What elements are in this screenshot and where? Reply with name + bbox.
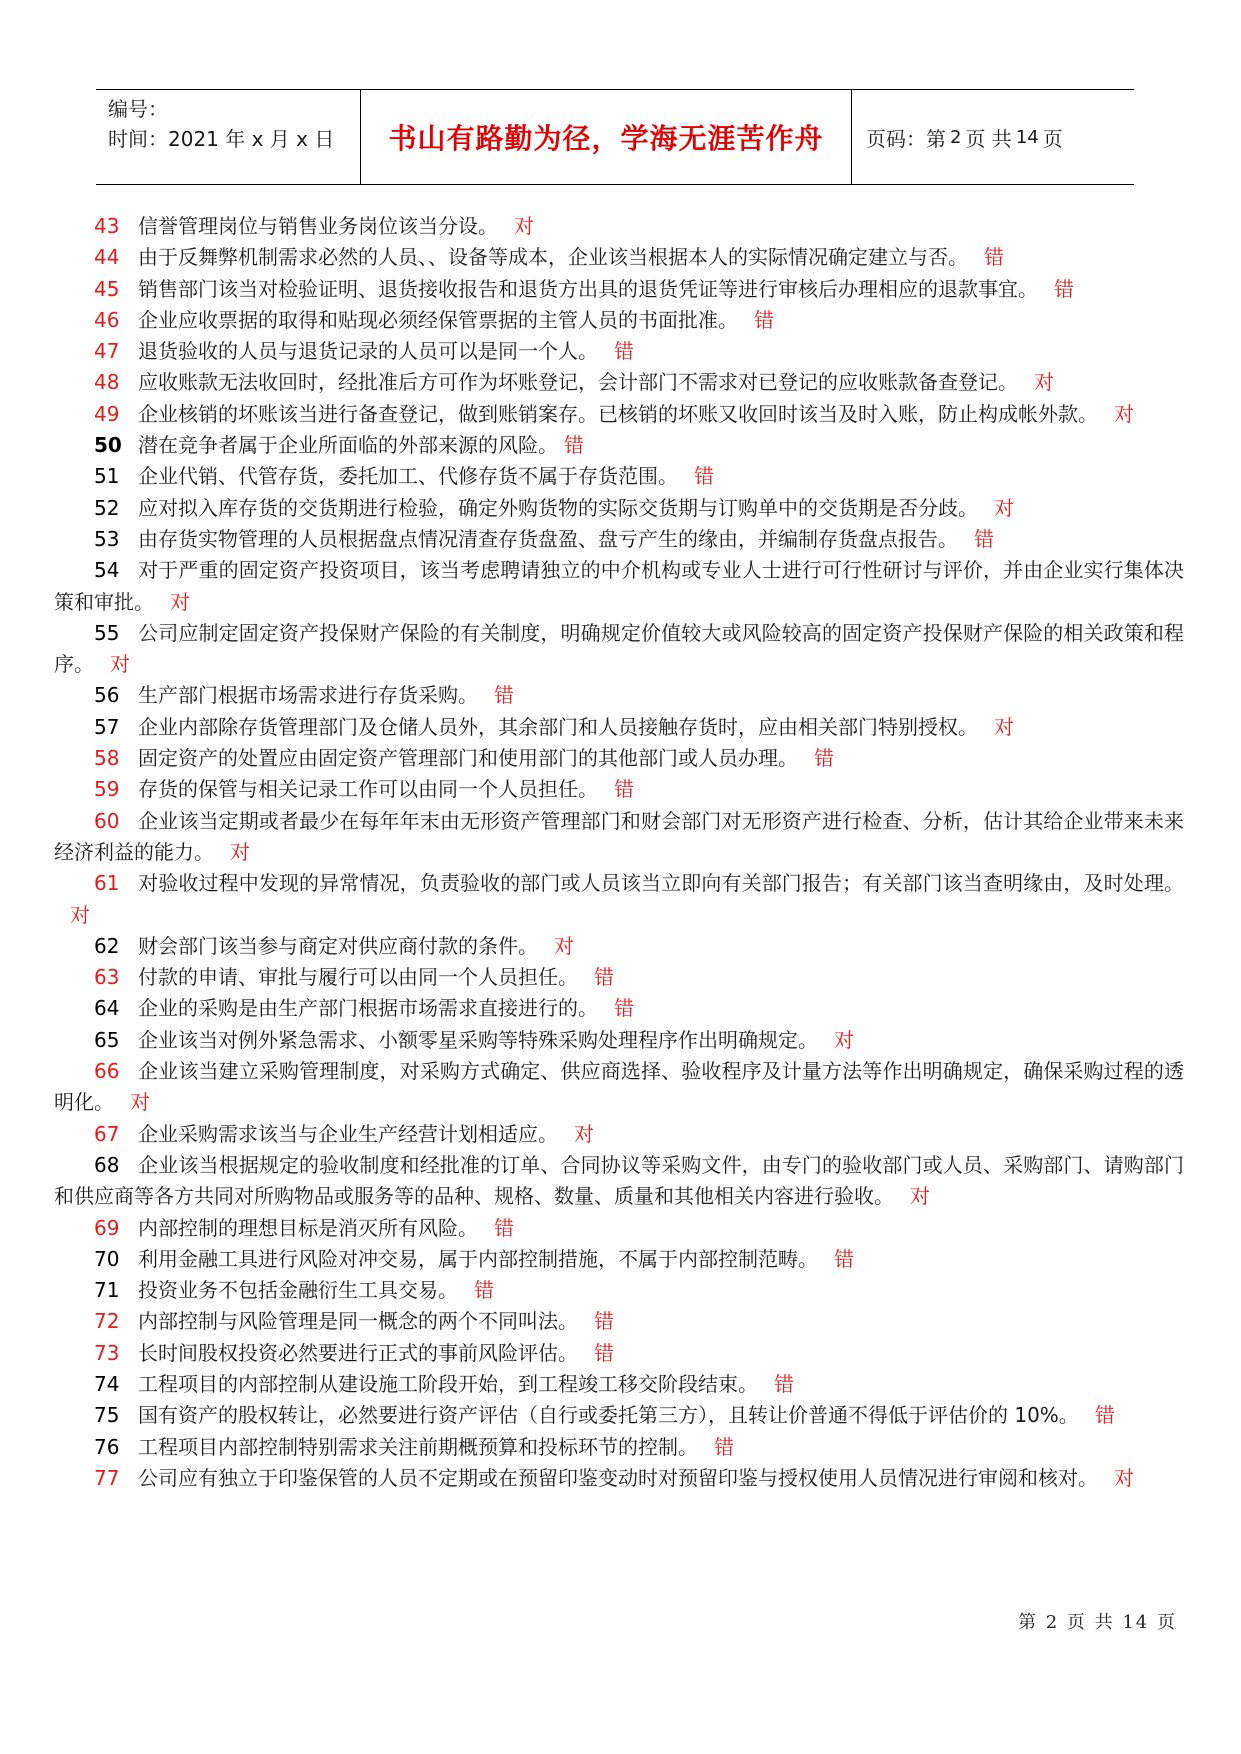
question-number: 60	[94, 808, 120, 833]
question-text: 企业该当对例外紧急需求、小额零星采购等特殊采购处理程序作出明确规定。	[138, 1027, 818, 1052]
question-text: 公司应有独立于印鉴保管的人员不定期或在预留印鉴变动时对预留印鉴与授权使用人员情况进行审阅和核对。	[138, 1465, 1098, 1490]
question-item	[54, 336, 1184, 367]
question-item	[54, 680, 1184, 711]
answer-mark: 错	[754, 307, 774, 332]
question-text: 企业核销的坏账该当进行备查登记，做到账销案存。已核销的坏账又收回时该当及时入账，防止构成帐外款。	[138, 401, 1098, 426]
question-number: 77	[94, 1465, 120, 1490]
question-text: 对验收过程中发现的异常情况，负责验收的部门或人员该当立即向有关部门报告；有关部门该当查明缘由，及时处理。	[138, 871, 1184, 896]
question-text: 销售部门该当对检验证明、退货接收报告和退货方出具的退货凭证等进行审核后办理相应的退款事宜。	[138, 276, 1038, 301]
question-text: 公司应制定固定资产投保财产保险的有关制度，明确规定价值较大或风险较高的固定资产投保财产保险的相关政策和程序。	[54, 620, 1184, 677]
question-text: 工程项目的内部控制从建设施工阶段开始，到工程竣工移交阶段结束。	[138, 1371, 758, 1396]
question-text: 投资业务不包括金融衍生工具交易。	[138, 1278, 458, 1303]
question-number: 75	[94, 1403, 120, 1428]
question-text: 信誉管理岗位与销售业务岗位该当分设。	[138, 214, 498, 238]
question-number: 71	[94, 1278, 120, 1303]
question-number: 74	[94, 1371, 120, 1396]
question-item	[54, 1369, 1184, 1400]
question-item	[54, 555, 1184, 618]
question-text: 内部控制的理想目标是消灭所有风险。	[138, 1215, 478, 1240]
question-item	[54, 399, 1184, 430]
answer-mark: 错	[594, 1340, 614, 1365]
question-text: 对于严重的固定资产投资项目，该当考虑聘请独立的中介机构或专业人士进行可行性研讨与评价，并由企业实行集体决策和审批。	[54, 558, 1184, 614]
question-list	[54, 211, 1184, 1494]
question-text: 存货的保管与相关记录工作可以由同一个人员担任。	[138, 777, 598, 802]
answer-mark: 错	[614, 339, 634, 364]
answer-mark: 对	[994, 495, 1014, 520]
question-item	[54, 712, 1184, 743]
page-suffix: 页	[1042, 126, 1063, 151]
page-header	[96, 89, 1134, 185]
question-text: 企业的采购是由生产部门根据市场需求直接进行的。	[138, 996, 598, 1021]
answer-mark: 对	[170, 589, 190, 614]
answer-mark: 错	[1054, 276, 1074, 301]
question-text: 企业内部除存货管理部门及仓储人员外，其余部门和人员接触存货时，应由相关部门特别授权。	[138, 714, 978, 739]
question-number: 72	[94, 1309, 120, 1334]
question-item	[54, 242, 1184, 273]
question-text: 固定资产的处置应由固定资产管理部门和使用部门的其他部门或人员办理。	[138, 746, 798, 771]
question-item	[54, 1213, 1184, 1244]
question-text: 企业该当定期或者最少在每年年末由无形资产管理部门和财会部门对无形资产进行检查、分析，估计其给企业带来未来经济利益的能力。	[54, 808, 1184, 864]
question-number: 43	[94, 214, 120, 238]
question-text: 长时间股权投资必然要进行正式的事前风险评估。	[138, 1340, 578, 1365]
question-item	[54, 1463, 1184, 1494]
question-text: 由于反舞弊机制需求必然的人员、、设备等成本，企业该当根据本人的实际情况确定建立与否。	[138, 245, 968, 270]
answer-mark: 对	[1114, 401, 1134, 426]
question-text: 内部控制与风险管理是同一概念的两个不同叫法。	[138, 1309, 578, 1334]
question-text: 企业应收票据的取得和贴现必须经保管票据的主管人员的书面批准。	[138, 307, 738, 332]
question-text: 企业代销、代管存货，委托加工、代修存货不属于存货范围。	[138, 464, 678, 489]
question-number: 69	[94, 1215, 120, 1240]
question-item	[54, 274, 1184, 305]
question-number: 66	[94, 1059, 120, 1084]
answer-mark: 对	[1114, 1465, 1134, 1490]
question-item	[54, 430, 1184, 461]
answer-mark: 错	[814, 746, 834, 771]
question-number: 61	[94, 871, 120, 896]
question-item	[54, 993, 1184, 1024]
question-item	[54, 868, 1184, 931]
answer-mark: 对	[230, 839, 250, 864]
question-item	[54, 211, 1184, 242]
answer-mark: 错	[494, 683, 514, 708]
question-item	[54, 774, 1184, 805]
question-item	[54, 1275, 1184, 1306]
question-item	[54, 1400, 1184, 1431]
question-text: 企业采购需求该当与企业生产经营计划相适应。	[138, 1121, 558, 1146]
question-text: 生产部门根据市场需求进行存货采购。	[138, 683, 478, 708]
header-meta	[96, 90, 360, 184]
header-motto: 书山有路勤为径，学海无涯苦作舟	[360, 90, 852, 184]
question-number: 73	[94, 1340, 120, 1365]
answer-mark: 错	[774, 1371, 794, 1396]
answer-mark: 错	[1094, 1403, 1115, 1428]
question-number: 47	[94, 339, 120, 364]
answer-mark: 对	[1034, 370, 1054, 395]
question-number: 53	[94, 526, 120, 551]
question-text: 退货验收的人员与退货记录的人员可以是同一个人。	[138, 339, 598, 364]
question-item	[54, 305, 1184, 336]
question-text: 工程项目内部控制特别需求关注前期概预算和投标环节的控制。	[138, 1434, 698, 1459]
question-item	[54, 1150, 1184, 1213]
answer-mark: 错	[474, 1278, 494, 1303]
question-number: 70	[94, 1246, 120, 1271]
question-number: 64	[94, 996, 120, 1021]
page-footer: 第 2 页 共 14 页	[1018, 1612, 1177, 1633]
question-text: 国有资产的股权转让，必然要进行资产评估（自行或委托第三方），且转让价普通不得低于评估价的 10%。	[138, 1403, 1079, 1428]
question-number: 57	[94, 714, 120, 739]
question-number: 67	[94, 1121, 120, 1146]
answer-mark: 错	[594, 1309, 614, 1334]
question-item	[54, 1244, 1184, 1275]
question-item	[54, 743, 1184, 774]
answer-mark: 错	[834, 1246, 854, 1271]
question-number: 49	[94, 401, 120, 426]
answer-mark: 错	[614, 777, 634, 802]
question-number: 63	[94, 965, 120, 990]
question-item	[54, 1306, 1184, 1337]
question-text: 企业该当建立采购管理制度，对采购方式确定、供应商选择、验收程序及计量方法等作出明确规定，确保采购过程的透明化。	[54, 1059, 1184, 1115]
answer-mark: 对	[514, 214, 534, 238]
question-number: 54	[94, 558, 120, 583]
question-item	[54, 1338, 1184, 1369]
answer-mark: 对	[994, 714, 1014, 739]
question-item	[54, 1119, 1184, 1150]
question-text: 企业该当根据规定的验收制度和经批准的订单、合同协议等采购文件，由专门的验收部门或人员、采购部门、请购部门和供应商等各方共同对所购物品或服务等的品种、规格、数量、质量和其他相关内容进行验收。	[54, 1152, 1184, 1209]
question-number: 50	[94, 433, 122, 458]
answer-mark: 错	[564, 433, 584, 458]
answer-mark: 对	[910, 1184, 930, 1209]
answer-mark: 错	[494, 1215, 514, 1240]
answer-mark: 对	[834, 1027, 854, 1052]
question-item	[54, 806, 1184, 869]
question-item	[54, 962, 1184, 993]
page-number: 2	[950, 126, 962, 148]
question-number: 51	[94, 464, 120, 489]
question-text: 应收账款无法收回时，经批准后方可作为坏账登记，会计部门不需求对已登记的应收账款备查登记。	[138, 370, 1018, 395]
answer-mark: 错	[714, 1434, 734, 1459]
question-item	[54, 493, 1184, 524]
question-number: 45	[94, 276, 120, 301]
page-mid: 页 共	[965, 126, 1012, 151]
question-text: 付款的申请、审批与履行可以由同一个人员担任。	[138, 965, 578, 990]
question-number: 48	[94, 370, 120, 395]
question-number: 46	[94, 307, 120, 332]
answer-mark: 错	[694, 464, 714, 489]
question-item	[54, 618, 1184, 681]
question-item	[54, 524, 1184, 555]
answer-mark: 对	[110, 652, 130, 677]
answer-mark: 错	[614, 996, 634, 1021]
question-number: 44	[94, 245, 120, 270]
question-text: 由存货实物管理的人员根据盘点情况清查存货盘盈、盘亏产生的缘由，并编制存货盘点报告。	[138, 526, 958, 551]
question-item	[54, 931, 1184, 962]
question-number: 59	[94, 777, 120, 802]
question-number: 68	[94, 1152, 120, 1177]
answer-mark: 错	[974, 526, 994, 551]
question-number: 65	[94, 1027, 120, 1052]
answer-mark: 对	[554, 933, 574, 958]
question-number: 76	[94, 1434, 120, 1459]
answer-mark: 对	[574, 1121, 594, 1146]
question-item	[54, 1025, 1184, 1056]
question-number: 56	[94, 683, 120, 708]
answer-mark: 对	[130, 1090, 150, 1115]
question-text: 财会部门该当参与商定对供应商付款的条件。	[138, 933, 538, 958]
page-prefix: 页码：第	[866, 126, 946, 151]
question-item	[54, 461, 1184, 492]
time-label: 时间：2021 年 x 月 x 日	[108, 127, 335, 151]
answer-mark: 错	[984, 245, 1004, 270]
question-number: 52	[94, 495, 120, 520]
question-text: 利用金融工具进行风险对冲交易，属于内部控制措施，不属于内部控制范畴。	[138, 1246, 818, 1271]
header-page-info	[852, 90, 1134, 184]
question-item	[54, 1432, 1184, 1463]
answer-mark: 对	[70, 902, 90, 927]
page-total: 14	[1015, 126, 1039, 148]
number-label: 编号：	[108, 97, 168, 121]
question-number: 58	[94, 746, 120, 771]
question-text: 潜在竞争者属于企业所面临的外部来源的风险。	[138, 433, 558, 458]
question-number: 62	[94, 933, 120, 958]
answer-mark: 错	[594, 965, 614, 990]
question-item	[54, 367, 1184, 398]
question-number: 55	[94, 620, 120, 645]
question-item	[54, 1056, 1184, 1119]
question-text: 应对拟入库存货的交货期进行检验，确定外购货物的实际交货期与订购单中的交货期是否分歧。	[138, 495, 978, 520]
